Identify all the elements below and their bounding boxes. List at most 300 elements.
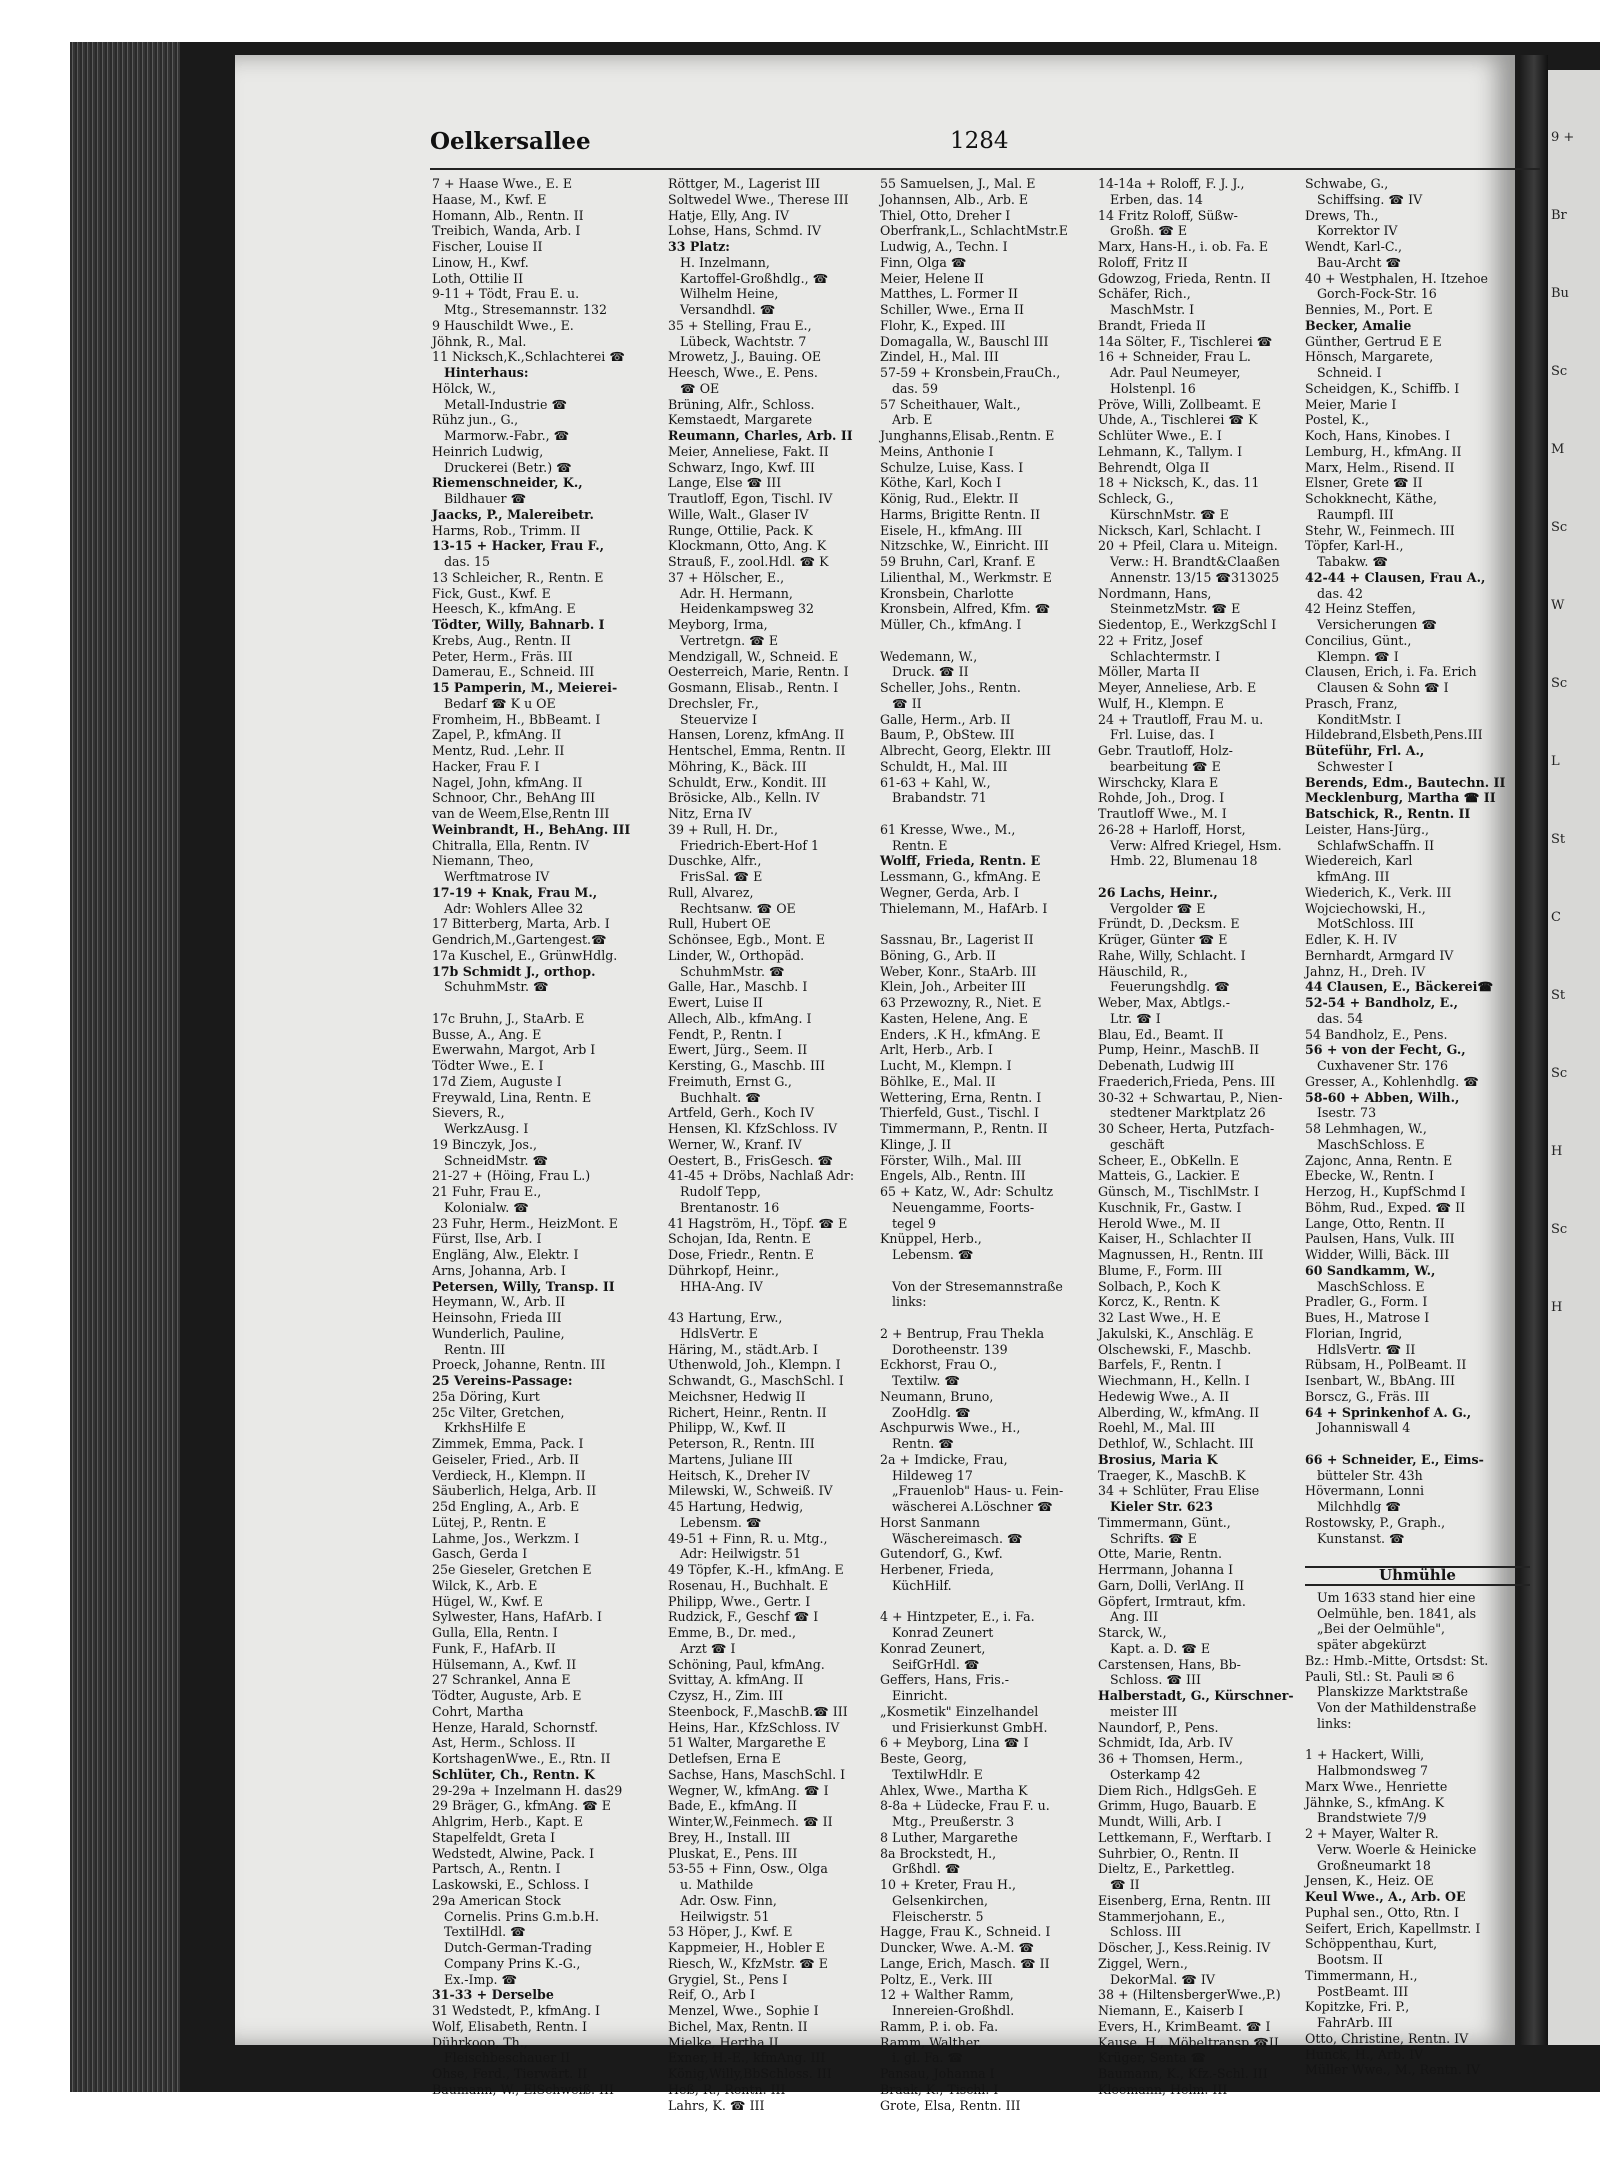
directory-entry: 4 + Hintzpeter, E., i. Fa. — [880, 1609, 1035, 1625]
directory-entry: Weber, Konr., StaArb. III — [880, 963, 1037, 979]
directory-entry: Isenbart, W., BbAng. III — [1305, 1373, 1455, 1388]
directory-entry: Schulze, Luise, Kass. I — [880, 459, 1024, 475]
directory-entry: Meier, Marie I — [1305, 396, 1397, 412]
directory-entry: Menzel, Wwe., Sophie I — [668, 2003, 819, 2018]
directory-entry: Engläng, Alw., Elektr. I — [432, 1247, 579, 1262]
directory-entry: Rentn. III — [444, 1341, 506, 1357]
directory-entry: Schöppenthau, Kurt, — [1305, 1936, 1438, 1952]
directory-entry: Suhrbier, O., Rentn. II — [1098, 1845, 1239, 1861]
next-page-fragment: M — [1551, 442, 1565, 457]
directory-entry: 65 + Katz, W., Adr: Schultz — [880, 1184, 1054, 1199]
directory-entry: 53-55 + Finn, Osw., Olga — [668, 1861, 828, 1877]
directory-entry: Johannsen, Alb., Arb. E — [880, 191, 1029, 207]
directory-entry: 30 Scheer, Herta, Putzfach- — [1098, 1121, 1275, 1136]
directory-entry: Lemburg, H., kfmAng. II — [1305, 443, 1462, 459]
directory-entry: Funk, F., HafArb. II — [432, 1640, 556, 1656]
directory-entry: Lange, Otto, Rentn. II — [1305, 1215, 1445, 1231]
directory-entry: Poltz, E., Verk. III — [880, 1971, 993, 1987]
directory-entry: Niemann, Theo, — [432, 853, 534, 869]
directory-entry: Evers, H., KrimBeamt. ☎ I — [1098, 2018, 1271, 2034]
directory-entry: Kapt. a. D. ☎ E — [1110, 1640, 1211, 1656]
next-page-fragment: Br — [1551, 208, 1567, 223]
directory-entry: tegel 9 — [892, 1215, 937, 1231]
directory-entry: 22 + Fritz, Josef — [1098, 632, 1203, 648]
directory-entry: Fischer, Louise II — [432, 239, 543, 254]
directory-entry: Dose, Friedr., Rentn. E — [668, 1247, 814, 1262]
directory-entry: Cuxhavener Str. 176 — [1317, 1058, 1448, 1073]
directory-entry: Niemann, E., Kaiserb I — [1098, 2003, 1244, 2018]
directory-entry: 21-27 + (Höing, Frau L.) — [432, 1168, 591, 1184]
directory-entry: links: — [892, 1294, 927, 1310]
directory-entry: Pump, Heinr., MaschB. II — [1098, 1042, 1260, 1058]
directory-entry: Martens, Juliane III — [668, 1451, 793, 1467]
directory-entry: Töpfer, Karl-H., — [1305, 538, 1404, 554]
directory-entry: Gutendorf, G., Kwf. — [880, 1546, 1003, 1562]
directory-entry: Thielemann, M., HafArb. I — [880, 900, 1048, 916]
directory-entry: 10 + Kreter, Frau H., — [880, 1877, 1016, 1892]
directory-entry: Allech, Alb., kfmAng. I — [668, 1010, 812, 1026]
directory-entry: Finn, Olga ☎ — [880, 254, 967, 270]
directory-entry: HdlsVertr. ☎ II — [1317, 1341, 1416, 1357]
directory-entry: 42 Heinz Steffen, — [1305, 601, 1416, 617]
directory-entry: Alberding, W., kfmAng. II — [1098, 1404, 1260, 1420]
directory-entry: Trautloff Wwe., M. I — [1098, 806, 1227, 821]
directory-entry: Rentn. E — [892, 837, 948, 853]
directory-entry: Müller Wwe., M., Rentn. IV — [1305, 2062, 1480, 2078]
directory-entry: Otte, Marie, Rentn. — [1098, 1546, 1223, 1562]
directory-entry: Hülsemann, A., Kwf. II — [432, 1656, 577, 1672]
directory-entry: Hensen, Kl. KfzSchloss. IV — [668, 1121, 838, 1136]
directory-entry: Schrifts. ☎ E — [1110, 1530, 1197, 1546]
directory-entry: Möller, Marta II — [1098, 664, 1200, 680]
directory-entry: SteinmetzMstr. ☎ E — [1110, 601, 1241, 617]
directory-entry: König, Rud., Elektr. II — [880, 491, 1019, 506]
directory-entry: Stehr, W., Feinmech. III — [1305, 522, 1455, 538]
directory-entry: Herzog, H., KupfSchmd I — [1305, 1184, 1466, 1199]
directory-entry: Milewski, W., Schweiß. IV — [668, 1483, 833, 1499]
directory-entry: Arb. E — [892, 412, 933, 428]
directory-entry: 25d Engling, A., Arb. E — [432, 1499, 580, 1514]
directory-entry: Nordmann, Hans, — [1098, 585, 1212, 601]
directory-entry: Peter, Herm., Fräs. III — [432, 648, 573, 664]
directory-entry: Busse, A., Ang. E — [432, 1026, 542, 1042]
directory-entry: Köthe, Karl, Koch I — [880, 475, 1002, 491]
directory-entry: 25e Gieseler, Gretchen E — [432, 1562, 592, 1577]
next-page-fragment: Sc — [1551, 1222, 1568, 1237]
directory-entry: Mtg., Preußerstr. 3 — [892, 1814, 1015, 1829]
directory-entry: Hildeweg 17 — [892, 1467, 973, 1483]
directory-entry: Jahnz, H., Dreh. IV — [1305, 963, 1426, 979]
directory-entry: Rudolf Tepp, — [680, 1184, 761, 1199]
directory-entry: Berends, Edm., Bautechn. II — [1305, 774, 1506, 790]
directory-entry: Rull, Hubert OE — [668, 916, 771, 932]
directory-entry: Brandt, Frieda II — [1098, 317, 1206, 333]
directory-entry: Schönsee, Egb., Mont. E — [668, 932, 826, 947]
directory-entry: Riesch, W., KfzMstr. ☎ E — [668, 1955, 828, 1971]
directory-entry: Hagge, Frau K., Schneid. I — [880, 1924, 1051, 1940]
directory-entry: Wiederich, K., Verk. III — [1305, 884, 1452, 900]
directory-entry: Tödter Wwe., E. I — [432, 1058, 544, 1073]
directory-entry: links: — [1317, 1715, 1352, 1731]
directory-entry: Ramm, P. i. ob. Fa. — [880, 2018, 999, 2034]
page-number: 1284 — [950, 128, 1009, 154]
directory-entry: Verw.: H. Brandt&Claaßen — [1110, 554, 1280, 569]
directory-entry: Böhm, Rud., Exped. ☎ II — [1305, 1199, 1466, 1215]
directory-entry: Adr. Paul Neumeyer, — [1110, 365, 1241, 380]
directory-entry: Fründt, D. ,Decksm. E — [1098, 916, 1240, 932]
directory-entry: Schneid. I — [1317, 365, 1382, 380]
directory-entry: Henze, Harald, Schornstf. — [432, 1719, 598, 1735]
directory-entry: Schokknecht, Käthe, — [1305, 491, 1437, 506]
directory-entry: Neumann, Bruno, — [880, 1388, 994, 1404]
directory-entry: „Frauenlob" Haus- u. Fein- — [892, 1483, 1064, 1499]
directory-entry: Verw. Woerle & Heinicke — [1317, 1841, 1477, 1857]
directory-entry: Junghanns,Elisab.,Rentn. E — [880, 428, 1055, 443]
directory-entry: Jakulski, K., Anschläg. E — [1098, 1325, 1254, 1341]
next-page-fragment: St — [1551, 988, 1566, 1003]
next-page-fragment: Sc — [1551, 364, 1568, 379]
directory-entry: Roehl, M., Mal. III — [1098, 1420, 1215, 1436]
directory-entry: Tödter, Auguste, Arb. E — [432, 1688, 582, 1703]
directory-entry: FrisSal. ☎ E — [680, 869, 763, 884]
directory-entry: „Bei der Oelmühle", — [1317, 1621, 1446, 1637]
directory-entry: Lange, Else ☎ III — [668, 475, 782, 491]
directory-entry: 45 Hartung, Hedwig, — [668, 1499, 804, 1514]
directory-entry: Proeck, Johanne, Rentn. III — [432, 1357, 606, 1373]
directory-entry: Galle, Herm., Arb. II — [880, 711, 1011, 727]
directory-entry: Kaiser, H., Schlachter II — [1098, 1231, 1252, 1247]
directory-entry: Döscher, J., Kess.Reinig. IV — [1098, 1940, 1271, 1955]
directory-entry: 51 Walter, Margarethe E — [668, 1735, 826, 1751]
directory-entry: 25a Döring, Kurt — [432, 1388, 540, 1404]
directory-entry: Lessmann, G., kfmAng. E — [880, 869, 1041, 884]
directory-entry: wäscherei A.Löschner ☎ — [892, 1499, 1053, 1514]
directory-entry: Arzt ☎ I — [680, 1640, 736, 1656]
directory-entry: Philipp, W., Kwf. II — [668, 1420, 786, 1436]
directory-entry: Annenstr. 13/15 ☎313025 — [1110, 569, 1280, 585]
directory-entry: Jensen, K., Heiz. OE — [1305, 1873, 1434, 1889]
directory-entry: Timmermann, Günt., — [1098, 1514, 1231, 1530]
directory-entry: 35 + Stelling, Frau E., — [668, 317, 812, 333]
directory-entry: Carstensen, Hans, Bb- — [1098, 1656, 1241, 1672]
directory-entry: Druckerei (Betr.) ☎ — [444, 459, 572, 475]
next-page-fragment: Bu — [1551, 286, 1569, 301]
directory-entry: Gelsenkirchen, — [892, 1892, 988, 1908]
directory-entry: Braak, K., Tischl. I — [880, 2081, 999, 2097]
directory-entry: 13-15 + Hacker, Frau F., — [432, 538, 605, 554]
directory-entry: Hentschel, Emma, Rentn. II — [668, 743, 846, 758]
directory-entry: Exner, H.-E., kfmAng. III — [668, 2050, 826, 2066]
directory-entry: Hmb. 22, Blumenau 18 — [1110, 853, 1258, 869]
directory-entry: Stapelfeldt, Greta I — [432, 1829, 556, 1845]
directory-entry: MotSchloss. III — [1317, 916, 1414, 932]
directory-entry: Chitralla, Ella, Rentn. IV — [432, 837, 589, 853]
directory-entry: Wille, Walt., Glaser IV — [668, 506, 809, 522]
directory-entry: Schlachtermstr. I — [1110, 648, 1221, 664]
directory-entry: Duschke, Alfr., — [668, 853, 762, 869]
directory-entry: 8a Brockstedt, H., — [880, 1845, 997, 1861]
directory-entry: Riemenschneider, K., — [432, 475, 583, 491]
directory-entry: Druck. ☎ II — [892, 664, 969, 680]
directory-entry: Neuengamme, Foorts- — [892, 1199, 1035, 1215]
directory-entry: Cohrt, Martha — [432, 1703, 524, 1719]
directory-entry: Klinge, J. II — [880, 1136, 952, 1152]
directory-entry: Harms, Rob., Trimm. II — [432, 522, 581, 538]
directory-entry: Schwabe, G., — [1305, 176, 1389, 191]
directory-entry: Weber, Max, Abtlgs.- — [1098, 995, 1231, 1010]
directory-entry: Lübeck, Wachtstr. 7 — [680, 333, 807, 349]
directory-entry: stedtener Marktplatz 26 — [1110, 1105, 1266, 1121]
directory-entry: Schleck, G., — [1098, 491, 1174, 506]
directory-entry: 17a Kuschel, E., GrünwHdlg. — [432, 947, 618, 963]
directory-entry: Böhlke, E., Mal. II — [880, 1073, 996, 1089]
directory-entry: Heesch, K., kfmAng. E — [432, 601, 576, 617]
directory-entry: Röttger, M., Lagerist III — [668, 176, 821, 191]
directory-entry: Gdowzog, Frieda, Rentn. II — [1098, 270, 1271, 286]
directory-entry: das. 59 — [892, 380, 939, 396]
directory-entry: Solbach, P., Koch K — [1098, 1278, 1221, 1294]
directory-entry: Otto, Christine, Rentn. IV — [1305, 2030, 1469, 2046]
directory-entry: Petersen, Willy, Transp. II — [432, 1278, 615, 1294]
directory-entry: 26-28 + Harloff, Horst, — [1098, 821, 1246, 837]
directory-entry: 21 Fuhr, Frau E., — [432, 1184, 542, 1199]
directory-entry: Wolf, Elisabeth, Rentn. I — [432, 2018, 588, 2034]
directory-entry: Zajonc, Anna, Rentn. E — [1305, 1152, 1453, 1168]
next-page-fragment: C — [1551, 910, 1561, 925]
directory-entry: Harms, Brigitte Rentn. II — [880, 506, 1041, 522]
directory-entry: Bildhauer ☎ — [444, 491, 527, 506]
directory-entry: Pröve, Willi, Zollbeamt. E — [1098, 396, 1262, 412]
directory-entry: Lilienthal, M., Werkmstr. E — [880, 569, 1052, 585]
column-4 — [1098, 176, 1326, 2097]
directory-entry: Geffers, Hans, Fris.- — [880, 1672, 1009, 1688]
directory-entry: Nicksch, Karl, Schlacht. I — [1098, 522, 1261, 538]
section-heading: Uhmühle — [1305, 1566, 1530, 1586]
directory-entry: Häuschild, R., — [1098, 963, 1188, 979]
directory-entry: 66 + Schneider, E., Eims- — [1305, 1451, 1484, 1467]
directory-entry: Horst Sanmann — [880, 1514, 981, 1530]
directory-entry: Ewerwahn, Margot, Arb I — [432, 1042, 596, 1058]
directory-entry: Göpfert, Irmtraut, kfm. — [1098, 1593, 1246, 1609]
directory-entry: Eisenberg, Erna, Rentn. III — [1098, 1892, 1271, 1908]
directory-entry — [880, 1594, 1108, 1610]
directory-entry: ☎ OE — [680, 380, 720, 396]
directory-entry: Heß, R., Rentn. III — [668, 2081, 786, 2097]
directory-entry: 2 + Bentrup, Frau Thekla — [880, 1325, 1045, 1341]
directory-entry: H. Inzelmann, — [680, 254, 770, 270]
directory-entry: 61 Kresse, Wwe., M., — [880, 821, 1016, 837]
directory-entry: Einricht. — [892, 1688, 948, 1703]
directory-entry: kfmAng. III — [1317, 869, 1390, 884]
directory-entry: Lettkemann, F., Werftarb. I — [1098, 1829, 1272, 1845]
directory-entry — [880, 916, 1108, 932]
directory-entry: Debenath, Ludwig III — [1098, 1058, 1235, 1073]
directory-entry: Bernhardt, Armgard IV — [1305, 947, 1454, 963]
directory-entry: Mrowetz, J., Bauing. OE — [668, 349, 822, 365]
directory-entry: Jöhnk, R., Mal. — [432, 333, 527, 349]
directory-entry: 26 Lachs, Heinr., — [1098, 884, 1218, 900]
directory-entry: Kieler Str. 623 — [1110, 1499, 1214, 1514]
directory-entry: Schlüter Wwe., E. I — [1098, 428, 1222, 443]
directory-entry: Meier, Helene II — [880, 270, 984, 286]
directory-entry: Arns, Johanna, Arb. I — [432, 1262, 566, 1278]
directory-entry: Florian, Ingrid, — [1305, 1325, 1403, 1341]
directory-entry: Wiechmann, H., Kelln. I — [1098, 1373, 1250, 1388]
directory-entry: 9 Hauschildt Wwe., E. — [432, 317, 574, 333]
directory-entry — [1098, 869, 1326, 885]
directory-entry: Lütej, P., Rentn. E — [432, 1514, 547, 1530]
directory-entry: Konrad Zeunert — [892, 1625, 994, 1640]
directory-entry: bearbeitung ☎ E — [1110, 758, 1221, 774]
directory-entry: Barfels, F., Rentn. I — [1098, 1357, 1222, 1373]
directory-entry: Eckhorst, Frau O., — [880, 1357, 998, 1373]
street-heading: Oelkersallee — [430, 128, 591, 155]
directory-entry: Holstenpl. 16 — [1110, 380, 1196, 396]
directory-entry: Ewert, Luise II — [668, 995, 763, 1010]
directory-entry: Schäfer, Rich., — [1098, 286, 1191, 302]
directory-entry: Korrektor IV — [1317, 223, 1398, 239]
directory-entry: u. Mathilde — [680, 1877, 754, 1892]
directory-entry: Fürst, Ilse, Arb. I — [432, 1231, 542, 1247]
directory-entry: Kunstanst. ☎ — [1317, 1530, 1405, 1546]
directory-entry: 57 Scheithauer, Walt., — [880, 396, 1021, 412]
directory-entry: SchuhmMstr. ☎ — [444, 979, 549, 995]
directory-entry: Krebs, Aug., Rentn. II — [432, 632, 571, 648]
directory-entry: 42-44 + Clausen, Frau A., — [1305, 569, 1486, 585]
directory-entry: Günther, Gertrud E E — [1305, 333, 1442, 349]
directory-entry: Arlt, Herb., Arb. I — [880, 1042, 993, 1058]
directory-entry — [880, 1263, 1108, 1279]
directory-entry: Dutch-German-Trading — [444, 1940, 592, 1955]
directory-entry: Zindel, H., Mal. III — [880, 349, 999, 365]
directory-entry: 61-63 + Kahl, W., — [880, 774, 991, 790]
directory-entry: Widder, Willi, Bäck. III — [1305, 1247, 1450, 1262]
directory-entry — [1305, 1436, 1530, 1452]
directory-entry: Clausen, Erich, i. Fa. Erich — [1305, 664, 1477, 680]
directory-entry: Kasten, Helene, Ang. E — [880, 1010, 1028, 1026]
directory-entry: Partsch, A., Rentn. I — [432, 1861, 561, 1877]
directory-entry: Leister, Hans-Jürg., — [1305, 821, 1430, 837]
directory-entry: Oesterreich, Marie, Rentn. I — [668, 664, 849, 680]
directory-entry: Tabakw. ☎ — [1317, 554, 1389, 569]
directory-entry: Dührkopf, Heinr., — [668, 1262, 780, 1278]
directory-entry: Emme, B., Dr. med., — [668, 1625, 797, 1640]
directory-entry: Förster, Wilh., Mal. III — [880, 1152, 1022, 1168]
directory-entry: Schmidt, Ida, Arb. IV — [1098, 1735, 1233, 1751]
directory-entry: KonditMstr. I — [1317, 711, 1401, 727]
directory-entry: Hansen, Lorenz, kfmAng. II — [668, 727, 845, 743]
directory-entry: Detlefsen, Erna E — [668, 1751, 781, 1766]
directory-entry: Rosenau, H., Buchhalt. E — [668, 1577, 829, 1593]
directory-entry: Drews, Th., — [1305, 207, 1379, 223]
directory-entry: Wettering, Erna, Rentn. I — [880, 1089, 1042, 1105]
directory-entry: Heidenkampsweg 32 — [680, 601, 815, 617]
directory-entry: Laskowski, E., Schloss. I — [432, 1877, 589, 1892]
directory-entry: 15 Pamperin, M., Meierei- — [432, 680, 618, 695]
directory-entry: Gorch-Fock-Str. 16 — [1317, 286, 1437, 302]
directory-entry: Fleischbeschauer II — [444, 2050, 571, 2066]
directory-entry: Olschewski, F., Maschb. — [1098, 1341, 1252, 1357]
directory-entry: Korcz, K., Rentn. K — [1098, 1294, 1220, 1310]
directory-entry: Metall-Industrie ☎ — [444, 396, 568, 412]
directory-entry: 29-29a + Inzelmann H. das29 — [432, 1782, 623, 1798]
directory-entry: Kartoffel-Großhdlg., ☎ — [680, 270, 829, 286]
directory-entry: Schwandt, G., MaschSchl. I — [668, 1373, 844, 1388]
next-page-fragment: L — [1551, 754, 1560, 769]
directory-entry: Ast, Herm., Schloss. II — [432, 1735, 576, 1751]
directory-entry: Koch, Hans, Kinobes. I — [1305, 428, 1450, 443]
directory-entry: Meichsner, Hedwig II — [668, 1388, 806, 1404]
directory-entry — [880, 1310, 1108, 1326]
directory-entry: Günsch, M., TischlMstr. I — [1098, 1184, 1259, 1199]
directory-entry: Konrad Zeunert, — [880, 1640, 986, 1656]
directory-entry: geschäft — [1110, 1136, 1165, 1152]
header-rule — [430, 168, 1540, 170]
directory-entry: Planskizze Marktstraße — [1317, 1684, 1469, 1700]
directory-entry: Meins, Anthonie I — [880, 443, 994, 459]
directory-entry: 20 + Pfeil, Clara u. Miteign. — [1098, 538, 1278, 554]
column-5 — [1305, 176, 1530, 2078]
directory-entry: Drechsler, Fr., — [668, 695, 759, 711]
directory-entry: Wedstedt, Alwine, Pack. I — [432, 1845, 595, 1861]
directory-entry: 37 + Hölscher, E., — [668, 569, 785, 585]
directory-entry: Hönsch, Margarete, — [1305, 349, 1434, 365]
directory-entry: 14 Fritz Roloff, Süßw- — [1098, 207, 1238, 223]
directory-entry: Grygiel, St., Pens I — [668, 1971, 788, 1987]
directory-entry: Scheer, E., ObKelln. E — [1098, 1152, 1239, 1168]
directory-entry: Ang. III — [1110, 1609, 1159, 1625]
directory-entry: Osterkamp 42 — [1110, 1766, 1201, 1782]
directory-entry: Wojciechowski, H., — [1305, 900, 1426, 916]
directory-entry: später abgekürzt — [1317, 1637, 1427, 1652]
directory-entry: Hacker, Frau F. I — [432, 758, 540, 774]
directory-entry — [1305, 1546, 1530, 1562]
directory-entry: Artfeld, Gerh., Koch IV — [668, 1105, 814, 1121]
directory-entry: Haase, M., Kwf. E — [432, 191, 547, 207]
directory-entry: Soltwedel Wwe., Therese III — [668, 191, 849, 207]
directory-entry: Sassnau, Br., Lagerist II — [880, 932, 1034, 947]
directory-entry: Domagalla, W., Bauschl III — [880, 333, 1049, 349]
directory-entry: 2 + Mayer, Walter R. — [1305, 1826, 1439, 1841]
directory-entry: Fick, Gust., Kwf. E — [432, 585, 551, 601]
directory-entry: Timmermann, H., — [1305, 1967, 1418, 1983]
directory-entry: i. gl. Fa. ☎ — [892, 2050, 964, 2066]
directory-entry: 39 + Rull, H. Dr., — [668, 821, 778, 837]
directory-entry: Bichel, Max, Rentn. II — [668, 2018, 808, 2034]
directory-entry: Wedemann, W., — [880, 648, 978, 664]
directory-entry: Büteführ, Frl. A., — [1305, 743, 1425, 758]
directory-entry — [880, 806, 1108, 822]
directory-entry: Ltr. ☎ I — [1110, 1010, 1161, 1026]
directory-entry: Thiel, Otto, Dreher I — [880, 207, 1011, 223]
directory-entry: Verw: Alfred Kriegel, Hsm. — [1110, 837, 1282, 853]
directory-entry: Böning, G., Arb. II — [880, 947, 996, 963]
directory-entry: Pauli, Stl.: St. Pauli ✉ 6 — [1305, 1668, 1455, 1684]
directory-entry: Siedentop, E., WerkzgSchl I — [1098, 617, 1277, 632]
directory-entry: Feuerungshdlg. ☎ — [1110, 979, 1230, 995]
directory-entry: Nitzschke, W., Einricht. III — [880, 538, 1049, 554]
directory-entry: Dorotheenstr. 139 — [892, 1341, 1008, 1357]
directory-entry: Lehmann, K., Tallym. I — [1098, 443, 1243, 459]
directory-entry: Heinsohn, Frieda III — [432, 1310, 562, 1325]
directory-entry: Werftmatrose IV — [444, 869, 550, 884]
directory-entry: Borscz, G., Fräs. III — [1305, 1388, 1430, 1404]
directory-entry: Prasch, Franz, — [1305, 695, 1398, 711]
directory-entry: MaschSchloss. E — [1317, 1278, 1425, 1294]
directory-entry: SchneidMstr. ☎ — [444, 1152, 549, 1168]
column-2 — [668, 176, 896, 2113]
directory-entry: Magnussen, H., Rentn. III — [1098, 1247, 1264, 1262]
